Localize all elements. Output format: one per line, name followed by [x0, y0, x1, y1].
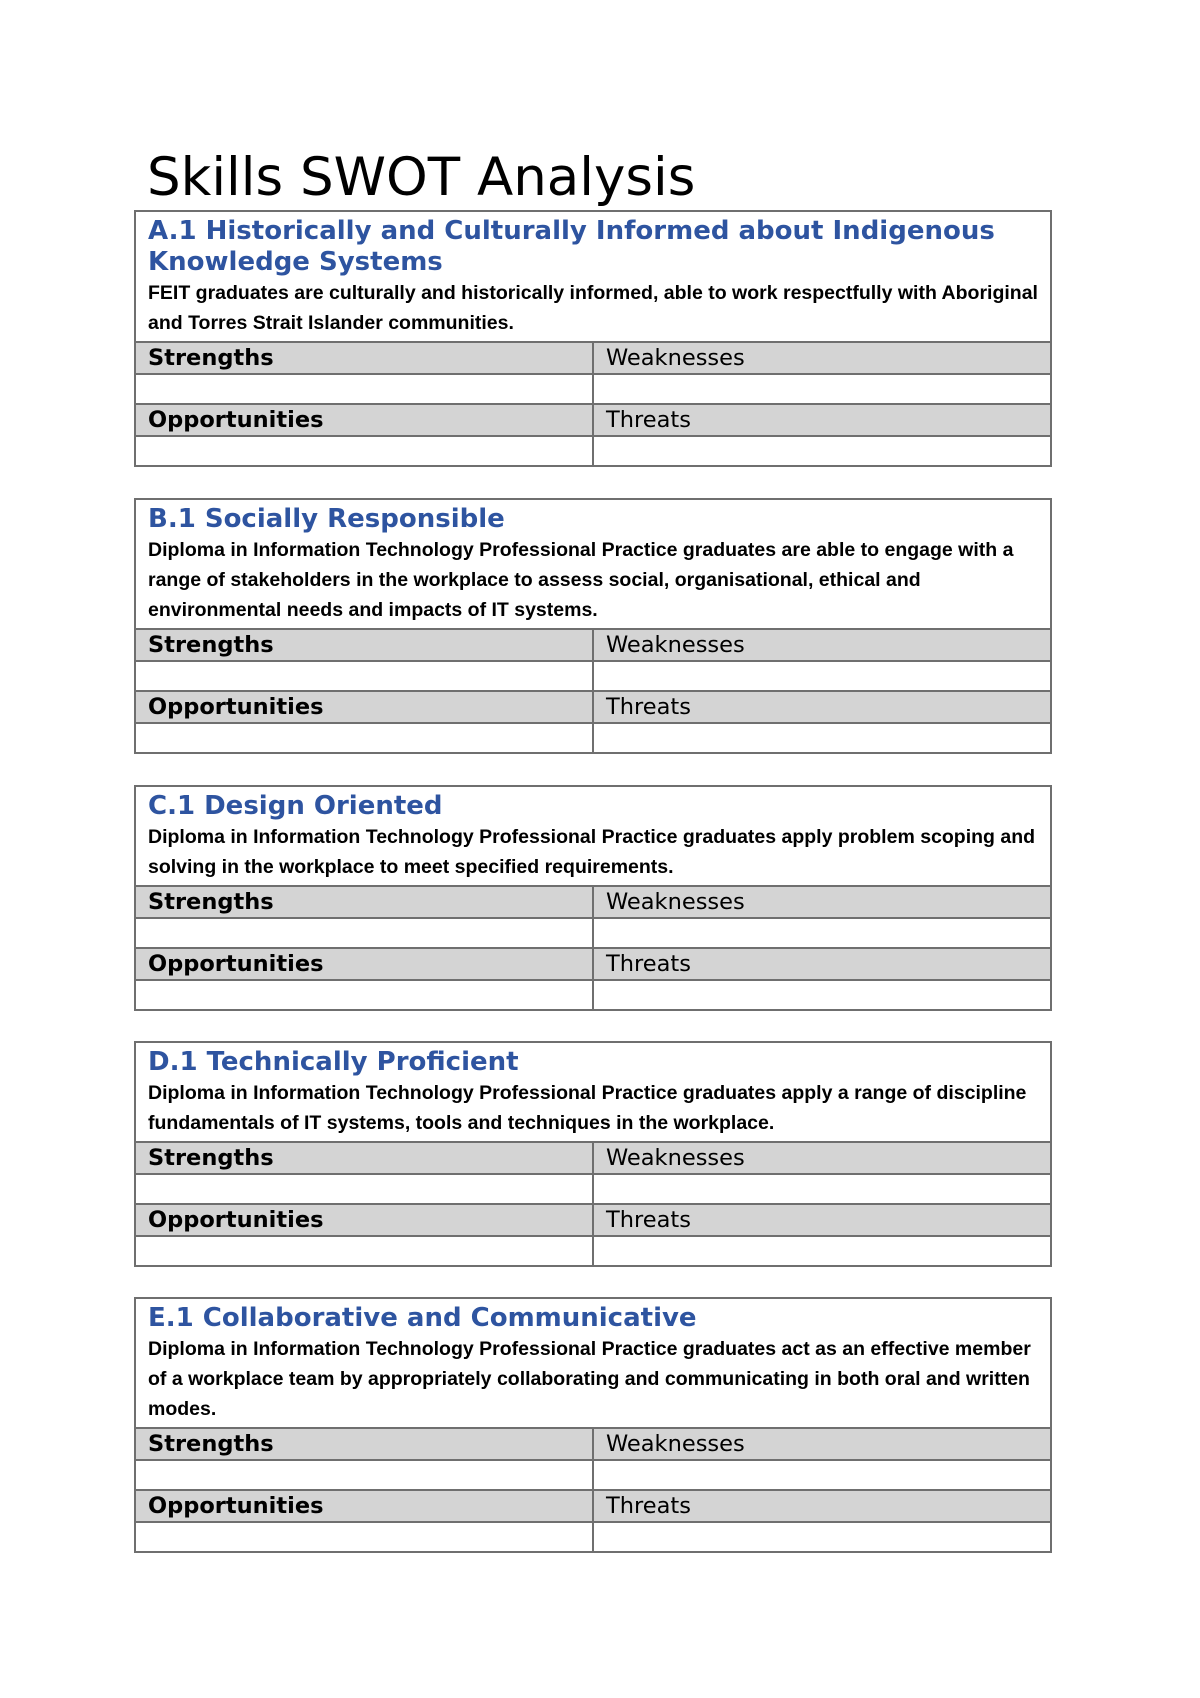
section-description: Diploma in Information Technology Professional Practice graduates apply a range of discipline fundamentals of IT systems, tools and techniques in the workplace.: [148, 1082, 1027, 1134]
weaknesses-input-cell[interactable]: [593, 1174, 1051, 1204]
opportunities-input-cell[interactable]: [135, 980, 593, 1010]
section-header-cell: [135, 1042, 1051, 1142]
weaknesses-label: Weaknesses: [593, 1142, 1051, 1174]
threats-label: Threats: [593, 1490, 1051, 1522]
swot-table-c: [134, 785, 1052, 1011]
strengths-input-cell[interactable]: [135, 374, 593, 404]
strengths-input-cell[interactable]: [135, 1460, 593, 1490]
section-heading: C.1 Design Oriented: [148, 791, 443, 821]
section-description: Diploma in Information Technology Professional Practice graduates are able to engage with a range of stakeholders in the workplace to assess social, organisational, ethical and environmental needs and impacts of IT systems.: [148, 539, 1014, 621]
strengths-label: Strengths: [135, 629, 593, 661]
section-heading: D.1 Technically Proficient: [148, 1047, 519, 1077]
opportunities-label: Opportunities: [135, 691, 593, 723]
section-heading: E.1 Collaborative and Communicative: [148, 1303, 697, 1333]
opportunities-input-cell[interactable]: [135, 723, 593, 753]
weaknesses-label: Weaknesses: [593, 342, 1051, 374]
section-header-cell: [135, 1298, 1051, 1428]
threats-label: Threats: [593, 948, 1051, 980]
section-header-cell: [135, 786, 1051, 886]
threats-input-cell[interactable]: [593, 1236, 1051, 1266]
strengths-label: Strengths: [135, 1142, 593, 1174]
section-description: Diploma in Information Technology Professional Practice graduates act as an effective member of a workplace team by appropriately collaborating and communicating in both oral and written modes.: [148, 1338, 1031, 1420]
opportunities-label: Opportunities: [135, 1204, 593, 1236]
swot-table-a: [134, 210, 1052, 467]
swot-table-d: [134, 1041, 1052, 1267]
threats-label: Threats: [593, 404, 1051, 436]
opportunities-label: Opportunities: [135, 404, 593, 436]
threats-input-cell[interactable]: [593, 980, 1051, 1010]
threats-label: Threats: [593, 691, 1051, 723]
threats-input-cell[interactable]: [593, 1522, 1051, 1552]
weaknesses-label: Weaknesses: [593, 886, 1051, 918]
strengths-label: Strengths: [135, 342, 593, 374]
section-header-cell: [135, 499, 1051, 629]
strengths-label: Strengths: [135, 1428, 593, 1460]
weaknesses-label: Weaknesses: [593, 1428, 1051, 1460]
opportunities-input-cell[interactable]: [135, 436, 593, 466]
weaknesses-input-cell[interactable]: [593, 918, 1051, 948]
strengths-input-cell[interactable]: [135, 661, 593, 691]
threats-input-cell[interactable]: [593, 723, 1051, 753]
strengths-input-cell[interactable]: [135, 1174, 593, 1204]
weaknesses-input-cell[interactable]: [593, 1460, 1051, 1490]
strengths-input-cell[interactable]: [135, 918, 593, 948]
opportunities-label: Opportunities: [135, 948, 593, 980]
opportunities-input-cell[interactable]: [135, 1522, 593, 1552]
threats-input-cell[interactable]: [593, 436, 1051, 466]
weaknesses-input-cell[interactable]: [593, 374, 1051, 404]
page-title: Skills SWOT Analysis: [147, 147, 696, 208]
section-heading: A.1 Historically and Culturally Informed about Indigenous Knowledge Systems: [148, 216, 995, 277]
swot-table-e: [134, 1297, 1052, 1553]
section-heading: B.1 Socially Responsible: [148, 504, 505, 534]
opportunities-label: Opportunities: [135, 1490, 593, 1522]
weaknesses-label: Weaknesses: [593, 629, 1051, 661]
section-description: FEIT graduates are culturally and historically informed, able to work respectfully with Aboriginal and Torres Strait Islander communities.: [148, 282, 1038, 334]
section-description: Diploma in Information Technology Professional Practice graduates apply problem scoping and solving in the workplace to meet specified requirements.: [148, 826, 1036, 878]
weaknesses-input-cell[interactable]: [593, 661, 1051, 691]
swot-table-b: [134, 498, 1052, 754]
section-header-cell: [135, 211, 1051, 342]
opportunities-input-cell[interactable]: [135, 1236, 593, 1266]
threats-label: Threats: [593, 1204, 1051, 1236]
strengths-label: Strengths: [135, 886, 593, 918]
